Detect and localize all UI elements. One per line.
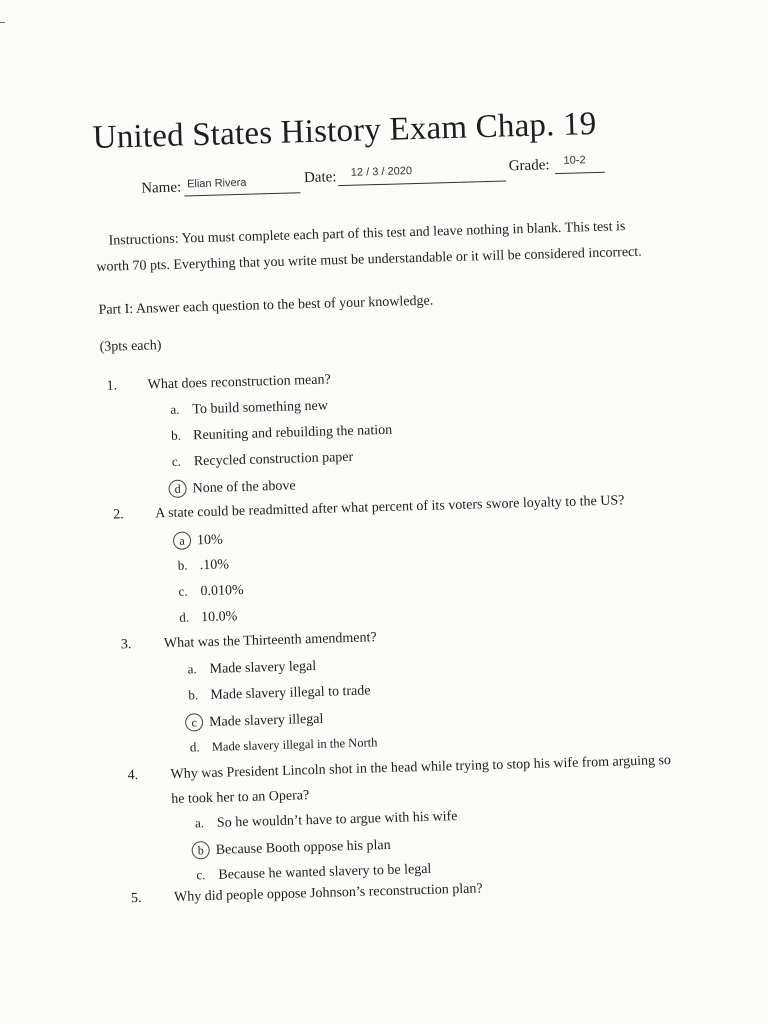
option-text: Recycled construction paper bbox=[193, 449, 354, 470]
part-1-points: (3pts each) bbox=[99, 338, 162, 355]
question-2-option-a-selected[interactable] bbox=[177, 531, 223, 550]
question-5-text: Why did people oppose Johnson’s reconstruction plan? bbox=[173, 881, 483, 906]
question-2-option-b[interactable] bbox=[178, 556, 230, 574]
option-text: To build something new bbox=[192, 398, 329, 418]
option-text: 10.0% bbox=[201, 609, 238, 626]
option-text: None of the above bbox=[192, 478, 296, 497]
question-2-number: 2. bbox=[113, 507, 125, 523]
question-3-text: What was the Thirteenth amendment? bbox=[163, 630, 377, 652]
question-2-option-d[interactable] bbox=[179, 608, 238, 627]
question-4-option-b-selected[interactable] bbox=[195, 836, 390, 859]
option-text: Made slavery legal bbox=[209, 658, 317, 677]
grade-value: 10-2 bbox=[563, 154, 586, 167]
option-letter: d. bbox=[189, 739, 200, 755]
selected-answer-circle: c bbox=[185, 713, 203, 731]
question-4-number: 4. bbox=[127, 767, 139, 784]
question-2-option-c[interactable] bbox=[178, 582, 244, 601]
question-4-option-a[interactable] bbox=[195, 808, 458, 832]
question-1-option-b[interactable] bbox=[171, 422, 392, 445]
question-2-text: A state could be readmitted after what percent of its voters swore loyalty to the US? bbox=[155, 493, 625, 522]
exam-title: United States History Exam Chap. 19 bbox=[92, 105, 597, 156]
question-3-number: 3. bbox=[120, 637, 132, 653]
option-letter: a. bbox=[187, 661, 197, 677]
question-1-text: What does reconstruction mean? bbox=[147, 372, 331, 393]
option-text: Made slavery illegal to trade bbox=[210, 683, 371, 703]
question-4-text-line-2: he took her to an Opera? bbox=[171, 788, 310, 808]
option-text: Reuniting and rebuilding the nation bbox=[192, 422, 393, 444]
option-text: So he wouldn’t have to argue with his wife bbox=[216, 809, 458, 831]
option-text: Because he wanted slavery to be legal bbox=[218, 861, 432, 883]
grade-label: Grade: bbox=[508, 157, 550, 175]
option-letter: c. bbox=[196, 867, 206, 883]
question-5-number: 5. bbox=[130, 890, 142, 907]
option-letter: a. bbox=[194, 815, 205, 831]
question-3-option-c-selected[interactable] bbox=[189, 710, 324, 732]
question-3-option-a[interactable] bbox=[187, 658, 316, 679]
selected-answer-circle: b bbox=[191, 841, 209, 859]
option-text: Made slavery illegal in the North bbox=[211, 735, 378, 754]
option-letter: b. bbox=[177, 557, 188, 573]
question-4-text-line-1: Why was President Lincoln shot in the head while trying to stop his wife from arguing so bbox=[170, 753, 672, 783]
selected-answer-circle: a bbox=[173, 531, 191, 549]
option-letter: b. bbox=[170, 427, 182, 443]
option-letter: a. bbox=[170, 401, 180, 417]
option-letter: c. bbox=[171, 453, 182, 469]
option-text: 0.010% bbox=[200, 582, 244, 600]
option-text: .10% bbox=[199, 557, 230, 574]
part-1-heading: Part I: Answer each question to the best of your knowledge. bbox=[98, 293, 434, 318]
question-4-option-c[interactable] bbox=[196, 861, 431, 885]
name-label: Name: bbox=[140, 179, 182, 197]
date-label: Date: bbox=[303, 169, 337, 187]
instructions-line-1: Instructions: You must complete each part of this test and leave nothing in blank. This test is bbox=[108, 219, 626, 249]
instructions-line-2: worth 70 pts. Everything that you write must be understandable or it will be considered incorrect. bbox=[96, 244, 642, 275]
option-text: 10% bbox=[196, 532, 223, 549]
question-3-option-b[interactable] bbox=[188, 682, 371, 704]
option-text: Made slavery illegal bbox=[208, 711, 324, 730]
name-value: Elian Rivera bbox=[186, 176, 247, 191]
option-letter: c. bbox=[178, 583, 188, 599]
selected-answer-circle: d bbox=[168, 480, 186, 498]
question-1-option-d-selected[interactable] bbox=[172, 476, 295, 497]
option-letter: d. bbox=[178, 609, 190, 625]
question-1-option-a[interactable] bbox=[170, 398, 328, 419]
question-3-option-d[interactable] bbox=[190, 734, 378, 755]
date-value: 12 / 3 / 2020 bbox=[350, 165, 413, 179]
option-letter: b. bbox=[188, 687, 199, 703]
question-1-number: 1. bbox=[106, 378, 118, 394]
question-1-option-c[interactable] bbox=[172, 449, 354, 471]
option-text: Because Booth oppose his plan bbox=[215, 837, 391, 858]
